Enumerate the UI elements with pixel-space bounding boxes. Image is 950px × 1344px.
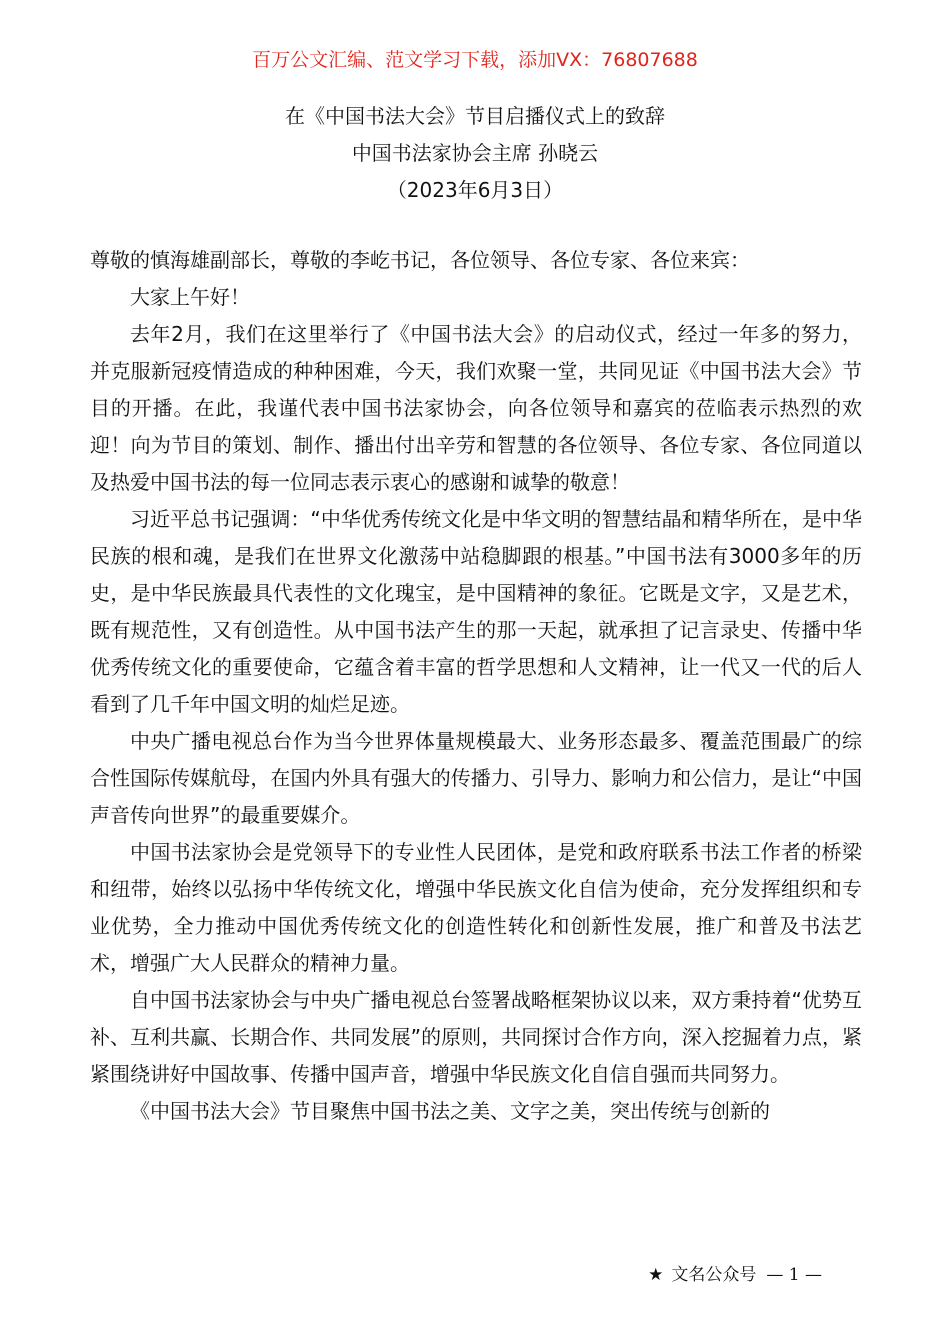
- paragraph: 大家上午好！: [130, 285, 250, 309]
- footer-source: 文名公众号: [671, 1265, 757, 1285]
- paragraph: 习近平总书记强调：“中华优秀传统文化是中华文明的智慧结晶和精华所在，是中华民族的根和魂，是我们在世界文化激荡中站稳脚跟的根基。”中国书法有3000多年的历史，是中华民族最具代表性的文化瑰宝，是中国精神的象征。它既是文字，又是艺术，既有规范性，又有创造性。从中国书法产生的那一天起，就承担了记言录史、传播中华优秀传统文化的重要使命，它蕴含着丰富的哲学思想和人文精神，让一代又一代的后人看到了几千年中国文明的灿烂足迹。: [90, 507, 862, 716]
- paragraph: 中央广播电视总台作为当今世界体量规模最大、业务形态最多、覆盖范围最广的综合性国际传媒航母，在国内外具有强大的传播力、引导力、影响力和公信力，是让“中国声音传向世界”的最重要媒介。: [90, 729, 862, 827]
- star-icon: ★: [648, 1265, 664, 1285]
- speech-body: [90, 242, 862, 1130]
- paragraph: 去年2月，我们在这里举行了《中国书法大会》的启动仪式，经过一年多的努力，并克服新冠疫情造成的种种困难，今天，我们欢聚一堂，共同见证《中国书法大会》节目的开播。在此，我谨代表中国书法家协会，向各位领导和嘉宾的莅临表示热烈的欢迎！向为节目的策划、制作、播出付出辛劳和智慧的各位领导、各位专家、各位同道以及热爱中国书法的每一位同志表示衷心的感谢和诚挚的敬意！: [90, 322, 862, 494]
- header-banner: 百万公文汇编、范文学习下载，添加VX：76807688: [252, 49, 698, 71]
- document-title: 在《中国书法大会》节目启播仪式上的致辞: [285, 104, 665, 128]
- date-line: （2023年6月3日）: [386, 178, 564, 202]
- speaker-line: 中国书法家协会主席 孙晓云: [351, 141, 599, 165]
- salutation: 尊敬的慎海雄副部长，尊敬的李屹书记，各位领导、各位专家、各位来宾：: [90, 248, 750, 272]
- paragraph: 中国书法家协会是党领导下的专业性人民团体，是党和政府联系书法工作者的桥梁和纽带，始终以弘扬中华传统文化，增强中华民族文化自信为使命，充分发挥组织和专业优势，全力推动中国优秀传统文化的创造性转化和创新性发展，推广和普及书法艺术，增强广大人民群众的精神力量。: [90, 840, 862, 975]
- page-footer: [648, 1262, 822, 1288]
- page-number: — 1 —: [766, 1265, 822, 1285]
- paragraph: 自中国书法家协会与中央广播电视总台签署战略框架协议以来，双方秉持着“优势互补、互利共赢、长期合作、共同发展”的原则，共同探讨合作方向，深入挖掘着力点，紧紧围绕讲好中国故事、传播中国声音，增强中华民族文化自信自强而共同努力。: [90, 988, 862, 1086]
- title-block: [0, 98, 950, 209]
- paragraph: 《中国书法大会》节目聚焦中国书法之美、文字之美，突出传统与创新的: [130, 1099, 770, 1123]
